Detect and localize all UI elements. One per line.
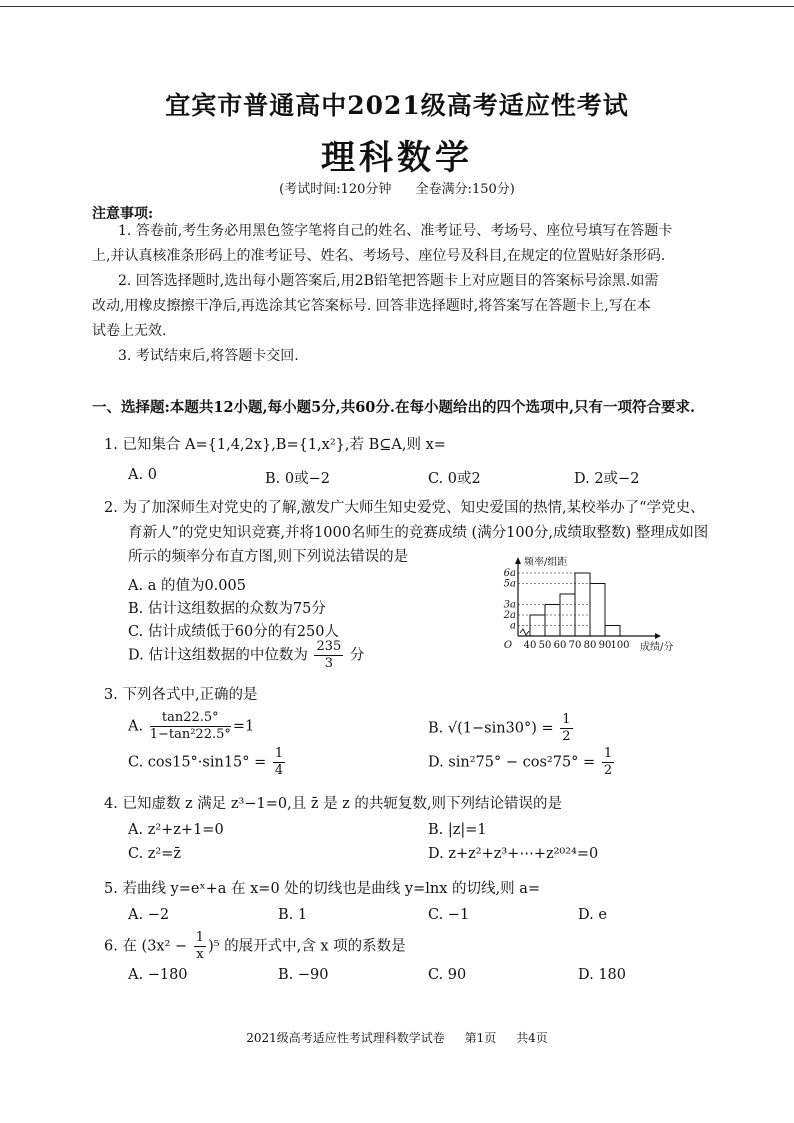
- q6-option-b: B. −90: [278, 967, 329, 983]
- q6-option-c: C. 90: [428, 967, 467, 983]
- q3-c-fraction: [273, 746, 285, 779]
- x-tick-label: 70: [568, 640, 582, 651]
- frequency-histogram: [490, 556, 690, 666]
- notice-line-4: 改动,用橡皮擦擦干净后,再选涂其它答案标号. 回答非选择题时,将答案写在答题卡上,写在本: [92, 298, 651, 314]
- q5-option-c: C. −1: [428, 907, 470, 923]
- q3-stem: 3. 下列各式中,正确的是: [104, 687, 258, 703]
- q6-numerator: 1: [195, 930, 205, 945]
- q3-b-text: B. √(1−sin30°) =: [428, 720, 554, 737]
- q1-option-c: C. 0或2: [428, 471, 481, 487]
- y-tick-label: a: [510, 620, 516, 632]
- q3-option-d: [428, 746, 616, 779]
- q2-option-d-text: D. 估计这组数据的中位数为: [128, 647, 308, 664]
- q3-b-fraction: [560, 712, 572, 745]
- q3-b-numerator: 1: [562, 712, 571, 727]
- q2-option-d-fraction: [314, 639, 343, 672]
- footer-title: 2021级高考适应性考试理科数学试卷: [246, 1031, 445, 1045]
- notice-line-6: 3. 考试结束后,将答题卡交回.: [118, 348, 299, 364]
- q3-d-fraction: [602, 746, 614, 779]
- q2-stem-3: 所示的频率分布直方图,则下列说法错误的是: [128, 549, 409, 565]
- x-tick-label: 60: [553, 640, 567, 651]
- y-tick-label: 6a: [503, 568, 516, 579]
- q3-a-label: A.: [128, 718, 144, 735]
- q4-option-c: C. z²=z̄: [128, 846, 182, 862]
- q2-option-d: [128, 639, 364, 672]
- q2-d-denominator: 3: [324, 656, 333, 671]
- q3-a-denominator: 1−tan²22.5°: [149, 727, 231, 742]
- q3-option-c: [128, 746, 287, 779]
- q3-d-numerator: 1: [603, 746, 613, 761]
- notice-line-1: 1. 答卷前,考生务必用黑色签字笔将自己的姓名、准考证号、考场号、座位号填写在答题卡: [118, 223, 673, 239]
- exam-title: 宜宾市普通高中2021级高考适应性考试: [165, 91, 629, 120]
- q3-c-numerator: 1: [274, 746, 284, 761]
- q1-option-b: B. 0或−2: [265, 471, 330, 487]
- q6-denominator: x: [196, 947, 204, 962]
- top-border: [0, 6, 794, 7]
- q6-option-d: D. 180: [578, 967, 627, 983]
- y-tick-label: 5a: [503, 578, 516, 590]
- exam-score: 全卷满分:150分): [415, 182, 515, 197]
- q5-option-b: B. 1: [278, 907, 308, 923]
- exam-info: [0, 178, 794, 197]
- y-axis-title: 频率/组距: [524, 557, 568, 568]
- q2-d-numerator: 235: [316, 639, 342, 654]
- notice-line-3: 2. 回答选择题时,选出每小题答案后,用2B铅笔把答题卡上对应题目的答案标号涂黑.如需: [118, 273, 659, 289]
- q3-a-fraction: [150, 710, 231, 743]
- q2-stem-2: 育新人”的党史知识竞赛,并将1000名师生的竞赛成绩 (满分100分,成绩取整数) 整理成如图: [128, 525, 709, 541]
- q5-option-a: A. −2: [128, 907, 170, 923]
- y-tick-label: 2a: [503, 610, 516, 621]
- x-tick-label: 80: [583, 640, 597, 651]
- histogram-bar: [605, 626, 620, 637]
- axis-break-mark: [520, 629, 529, 635]
- x-tick-label: 40: [523, 640, 537, 651]
- y-tick-label: 3a: [503, 599, 516, 611]
- histogram-bar: [545, 605, 560, 637]
- x-tick-label: 90: [598, 640, 612, 651]
- x-tick-label: 100: [610, 640, 630, 651]
- notice-line-2: 上,并认真核准条形码上的准考证号、姓名、考场号、座位号及科目,在规定的位置贴好条形码.: [92, 248, 666, 264]
- footer-total: 共4页: [516, 1031, 548, 1045]
- q4-option-b: B. |z|=1: [428, 822, 487, 838]
- q2-option-b: B. 估计这组数据的众数为75分: [128, 601, 326, 617]
- subject-title: 理科数学: [321, 138, 473, 178]
- q2-option-a: A. a 的值为0.005: [128, 578, 246, 594]
- notice-title: 注意事项:: [92, 206, 154, 222]
- q3-d-denominator: 2: [603, 763, 613, 778]
- q5-stem: 5. 若曲线 y=eˣ+a 在 x=0 处的切线也是曲线 y=lnx 的切线,则 a=: [104, 881, 541, 897]
- q3-d-text: D. sin²75° − cos²75° =: [428, 754, 596, 771]
- q1-stem: 1. 已知集合 A={1,4,2x},B={1,x²},若 B⊆A,则 x=: [104, 437, 446, 453]
- exam-time: (考试时间:120分钟: [279, 182, 392, 197]
- q2-stem-1: 2. 为了加深师生对党史的了解,激发广大师生知史爱党、知史爱国的热情,某校举办了“学党史、: [104, 500, 705, 516]
- q2-option-c: C. 估计成绩低于60分的有250人: [128, 624, 339, 640]
- q4-stem: 4. 已知虚数 z 满足 z³−1=0,且 z̄ 是 z 的共轭复数,则下列结论错误的是: [104, 796, 563, 812]
- q6-stem: [104, 930, 406, 963]
- q6-stem-pre: 6. 在 (3x² −: [104, 938, 188, 955]
- footer-page: 第1页: [464, 1031, 497, 1045]
- x-axis-title: 成绩/分: [640, 642, 674, 653]
- q3-a-numerator: tan22.5°: [150, 710, 231, 727]
- q4-option-d: D. z+z²+z³+⋯+z²⁰²⁴=0: [428, 846, 599, 862]
- q2-option-d-unit: 分: [349, 647, 365, 664]
- q3-a-rhs: =1: [232, 718, 255, 735]
- q5-option-d: D. e: [578, 907, 607, 923]
- origin-label: O: [503, 640, 513, 651]
- q3-option-a: [128, 710, 254, 743]
- q3-c-text: C. cos15°·sin15° =: [128, 754, 267, 771]
- q6-option-a: A. −180: [128, 967, 188, 983]
- q3-b-denominator: 2: [562, 729, 571, 744]
- q4-option-a: A. z²+z+1=0: [128, 822, 224, 838]
- q3-option-b: [428, 712, 575, 745]
- page-footer: [0, 1029, 794, 1046]
- x-axis-arrow: [655, 633, 661, 639]
- histogram-bar: [590, 584, 605, 637]
- notice-line-5: 试卷上无效.: [92, 323, 167, 339]
- y-axis-arrow: [515, 557, 521, 564]
- section-heading: 一、选择题:本题共12小题,每小题5分,共60分.在每小题给出的四个选项中,只有一项符合要求.: [92, 399, 696, 416]
- q1-option-d: D. 2或−2: [574, 471, 640, 487]
- x-tick-label: 50: [538, 640, 552, 651]
- q6-stem-post: )⁵ 的展开式中,含 x 项的系数是: [208, 938, 406, 955]
- q6-fraction: [194, 930, 206, 963]
- q3-c-denominator: 4: [274, 763, 284, 778]
- q1-option-a: A. 0: [128, 467, 157, 483]
